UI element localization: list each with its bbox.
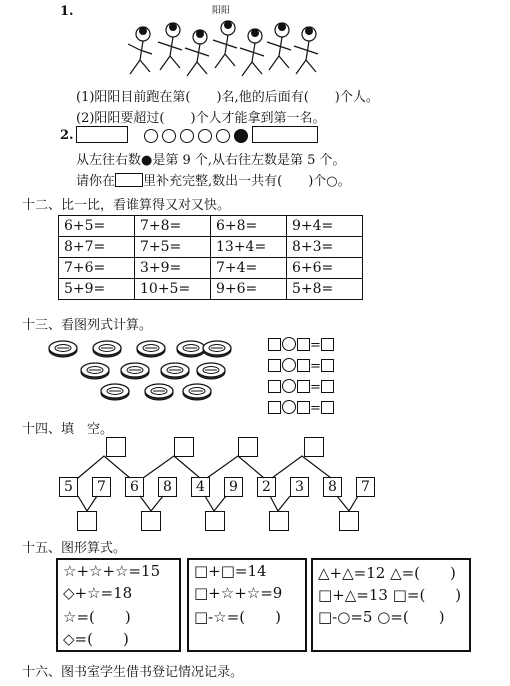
bottom-answer-box[interactable] (269, 511, 289, 531)
section-16-title: 十六、图书室学生借书登记情况记录。 (22, 665, 244, 680)
equation-line[interactable]: □+△=13 □=( ) (318, 586, 462, 604)
calc-cell[interactable]: 8+7= (59, 237, 135, 258)
shape-panel-2 (187, 558, 307, 652)
equals-sign: = (310, 359, 321, 374)
calc-cell[interactable]: 6+8= (211, 216, 287, 237)
calc-cell[interactable]: 9+6= (211, 279, 287, 300)
calc-cell[interactable]: 7+5= (135, 237, 211, 258)
top-answer-box[interactable] (174, 437, 194, 457)
calc-cell[interactable]: 6+5= (59, 216, 135, 237)
calc-cell[interactable]: 6+6= (287, 258, 363, 279)
equation-line: □+□=14 (194, 562, 267, 580)
number-box: 9 (224, 477, 243, 497)
equation-line[interactable]: □-○=5 ○=( ) (318, 608, 445, 626)
shape-panel-3 (311, 558, 471, 652)
number-box: 8 (158, 477, 177, 497)
number-box: 2 (257, 477, 276, 497)
number-box: 5 (59, 477, 78, 497)
bottom-answer-box[interactable] (339, 511, 359, 531)
calc-cell[interactable]: 5+9= (59, 279, 135, 300)
q1-name-tag: 阳阳 (212, 6, 231, 16)
section-13-title: 十三、看图列式计算。 (22, 318, 153, 333)
top-answer-box[interactable] (304, 437, 324, 457)
number-box: 3 (290, 477, 309, 497)
equation-line: ◇+☆=18 (63, 584, 133, 602)
equation-line[interactable]: ◇=( ) (63, 630, 129, 648)
shape-panel-1 (56, 558, 181, 652)
number-box: 6 (125, 477, 144, 497)
calc-cell[interactable]: 8+3= (287, 237, 363, 258)
number-box: 7 (92, 477, 111, 497)
equation-line: □+☆+☆=9 (194, 584, 283, 602)
number-box: 4 (191, 477, 210, 497)
bottom-answer-box[interactable] (141, 511, 161, 531)
q2-line-2-end: 里补充完整,数出一共有( )个○。 (143, 174, 351, 189)
calc-cell[interactable]: 10+5= (135, 279, 211, 300)
equals-sign: = (310, 401, 321, 416)
q2-line-2-start: 请你在 (76, 174, 116, 189)
top-answer-box[interactable] (238, 437, 258, 457)
calc-cell[interactable]: 13+4= (211, 237, 287, 258)
equation-line[interactable]: △+△=12 △=( ) (318, 564, 456, 582)
number-box: 8 (323, 477, 342, 497)
q1-line-2: (2)阳阳要超过( )个人才能拿到第一名。 (76, 111, 326, 126)
equals-sign: = (310, 380, 321, 395)
top-answer-box[interactable] (106, 437, 126, 457)
number-box: 7 (356, 477, 375, 497)
q2-number: 2. (60, 128, 74, 143)
section-12-title: 十二、比一比，看谁算得又对又快。 (22, 198, 231, 213)
calc-cell[interactable]: 3+9= (135, 258, 211, 279)
equals-sign: = (310, 338, 321, 353)
equation-line[interactable]: □-☆=( ) (194, 608, 281, 626)
bottom-answer-box[interactable] (205, 511, 225, 531)
equation-line[interactable]: ☆=( ) (63, 608, 131, 626)
bottom-answer-box[interactable] (77, 511, 97, 531)
equation-line: ☆+☆+☆=15 (63, 562, 161, 580)
calc-cell[interactable]: 5+8= (287, 279, 363, 300)
q2-line-1: 从左往右数●是第 9 个,从右往左数是第 5 个。 (76, 153, 346, 168)
section-15-title: 十五、图形算式。 (22, 541, 127, 556)
calc-cell[interactable]: 7+6= (59, 258, 135, 279)
calc-cell[interactable]: 9+4= (287, 216, 363, 237)
q1-number: 1. (60, 4, 74, 19)
calc-cell[interactable]: 7+4= (211, 258, 287, 279)
q1-line-1: (1)阳阳目前跑在第( )名,他的后面有( )个人。 (76, 90, 379, 105)
calc-cell[interactable]: 7+8= (135, 216, 211, 237)
section-14-title: 十四、填 空。 (22, 422, 114, 437)
